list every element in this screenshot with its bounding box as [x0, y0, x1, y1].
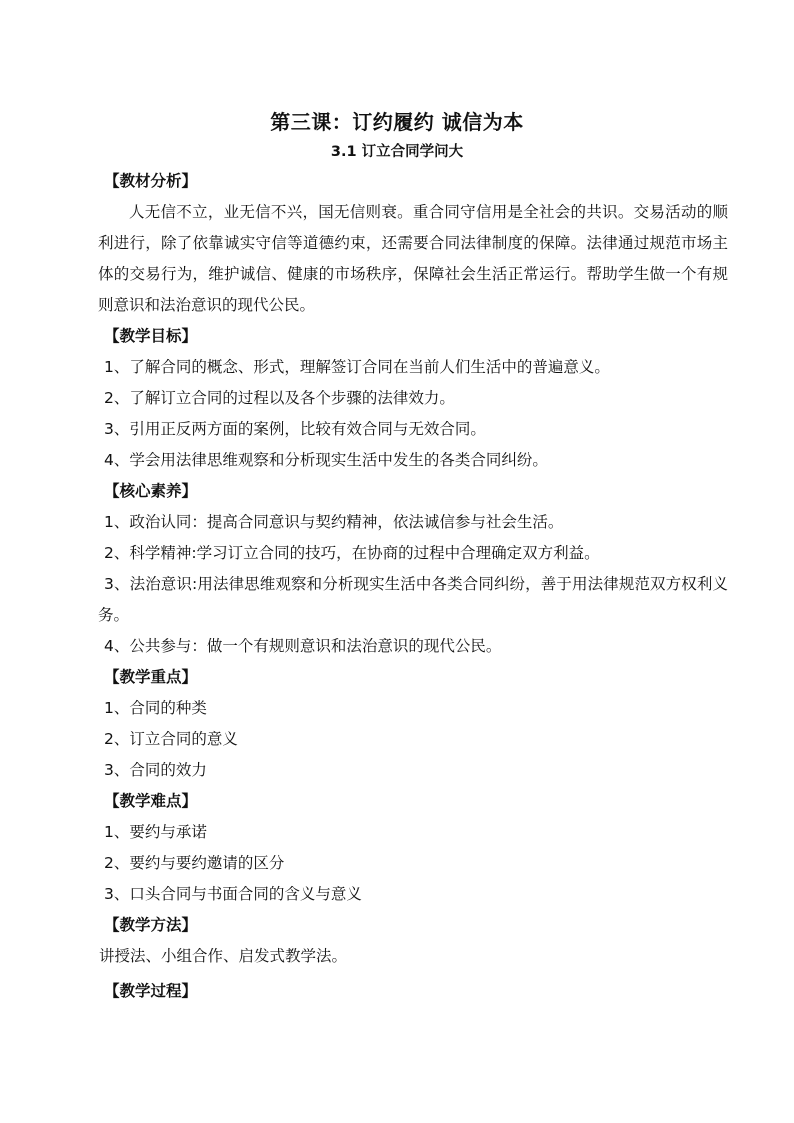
document-title: 第三课：订约履约 诚信为本 — [270, 110, 524, 134]
goal-item: 3、引用正反两方面的案例，比较有效合同与无效合同。 — [104, 420, 486, 438]
literacy-item: 3、法治意识:用法律思维观察和分析现实生活中各类合同纠纷，善于用法律规范双方权利义务。 — [98, 575, 728, 624]
goal-item: 4、学会用法律思维观察和分析现实生活中发生的各类合同纠纷。 — [104, 451, 548, 469]
goal-item: 1、了解合同的概念、形式，理解签订合同在当前人们生活中的普遍意义。 — [104, 358, 610, 376]
difficulty-item: 2、要约与要约邀请的区分 — [104, 854, 285, 872]
methods-text: 讲授法、小组合作、启发式教学法。 — [99, 947, 348, 965]
section-heading-literacy: 【核心素养】 — [104, 482, 198, 500]
keypoint-item: 3、合同的效力 — [104, 761, 207, 779]
section-heading-goals: 【教学目标】 — [104, 327, 198, 345]
section-heading-keypoints: 【教学重点】 — [104, 668, 198, 686]
keypoint-item: 1、合同的种类 — [104, 699, 207, 717]
difficulty-item: 3、口头合同与书面合同的含义与意义 — [104, 885, 362, 903]
section-heading-analysis: 【教材分析】 — [104, 172, 198, 190]
literacy-item: 4、公共参与：做一个有规则意识和法治意识的现代公民。 — [104, 637, 502, 655]
literacy-item: 2、科学精神:学习订立合同的技巧，在协商的过程中合理确定双方利益。 — [104, 544, 600, 562]
document-subtitle: 3.1 订立合同学问大 — [330, 144, 464, 160]
literacy-item: 1、政治认同：提高合同意识与契约精神，依法诚信参与社会生活。 — [104, 513, 564, 531]
section-heading-methods: 【教学方法】 — [104, 916, 198, 934]
goal-item: 2、了解订立合同的过程以及各个步骤的法律效力。 — [104, 389, 455, 407]
section-heading-process: 【教学过程】 — [104, 982, 198, 1000]
section-heading-difficulties: 【教学难点】 — [104, 792, 198, 810]
document-body — [98, 166, 728, 1007]
analysis-paragraph: 人无信不立，业无信不兴，国无信则衰。重合同守信用是全社会的共识。交易活动的顺利进行，除了依靠诚实守信等道德约束，还需要合同法律制度的保障。法律通过规范市场主体的交易行为，维护诚信、健康的市场秩序，保障社会生活正常运行。帮助学生做一个有规则意识和法治意识的现代公民。 — [98, 203, 728, 314]
difficulty-item: 1、要约与承诺 — [104, 823, 207, 841]
keypoint-item: 2、订立合同的意义 — [104, 730, 238, 748]
